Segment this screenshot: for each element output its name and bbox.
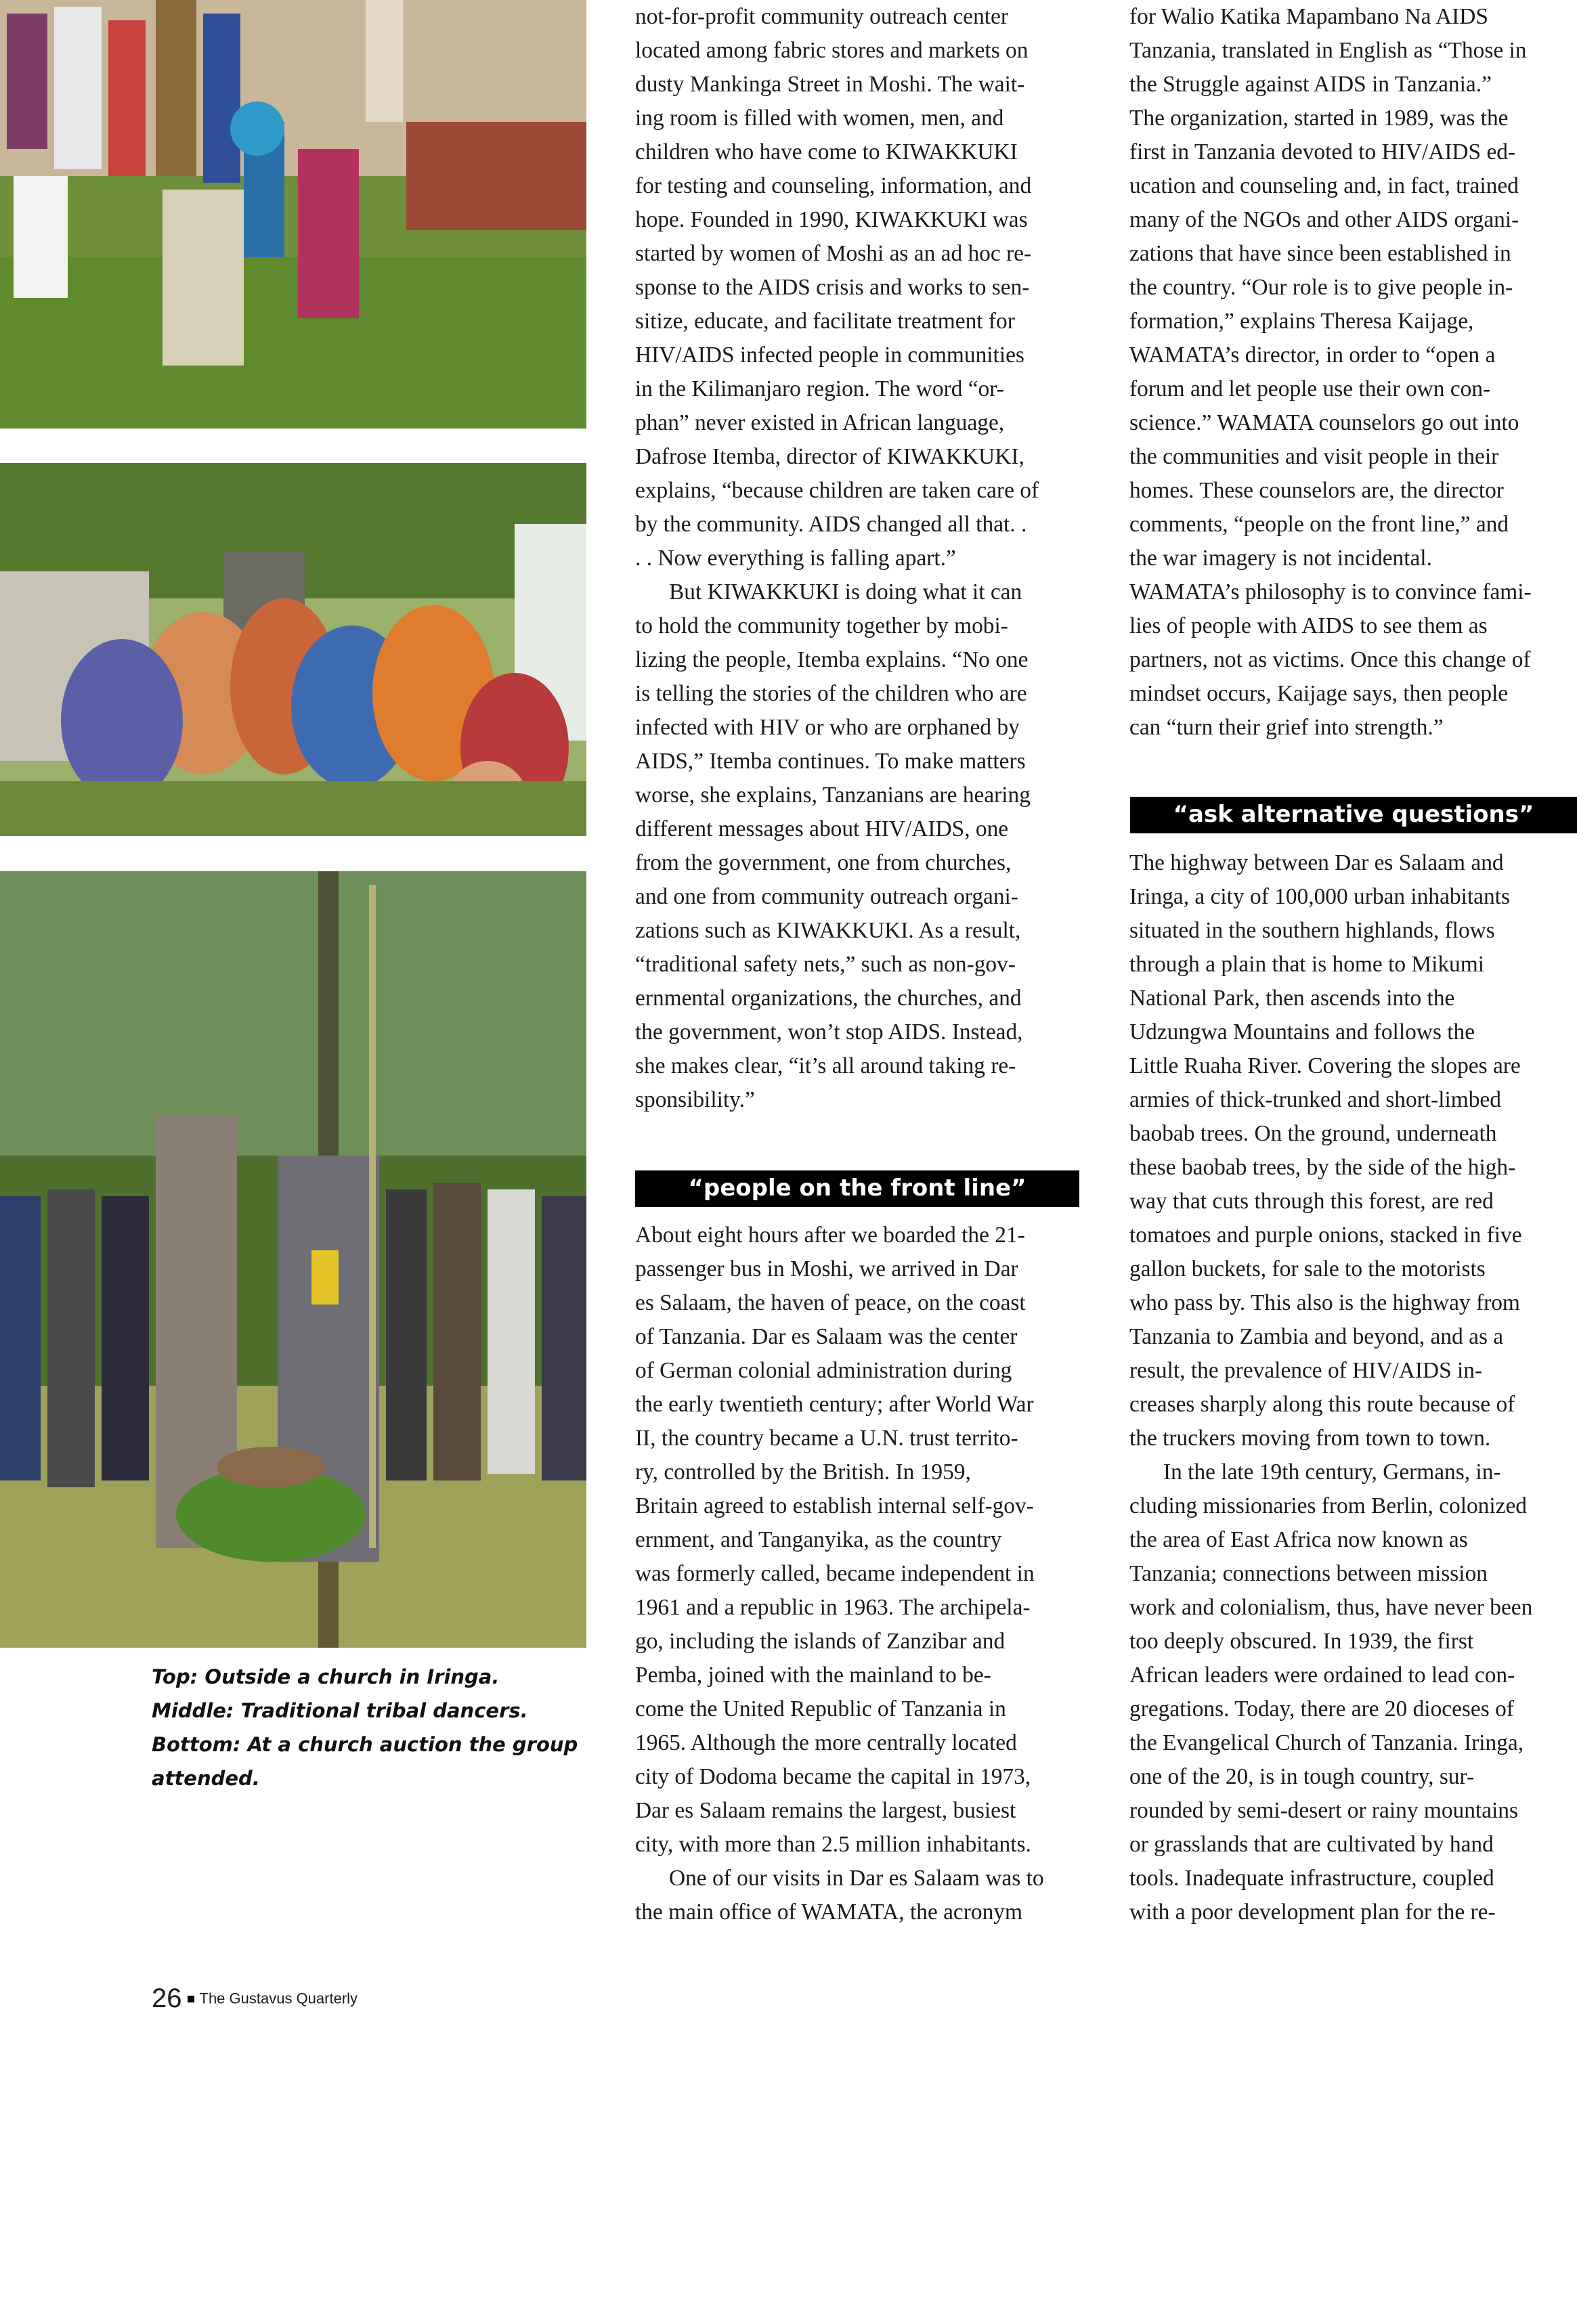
caption-line: attended. (152, 1767, 260, 1790)
text-line: to hold the community together by mobi- (635, 613, 1008, 638)
photo-caption (152, 1660, 578, 1795)
paragraph (635, 575, 1082, 1117)
text-line: is telling the stories of the children who are (635, 681, 1027, 706)
text-line: of German colonial administration during (635, 1358, 1012, 1383)
article-column-middle-lower (635, 1219, 1082, 1929)
text-line: One of our visits in Dar es Salaam was to (669, 1866, 1044, 1891)
publication-name: The Gustavus Quarterly (199, 1990, 358, 2007)
text-line: different messages about HIV/AIDS, one (635, 816, 1009, 841)
text-line: in the Kilimanjaro region. The word “or- (635, 376, 1004, 401)
text-line: II, the country became a U.N. trust territo- (635, 1426, 1018, 1451)
text-line: many of the NGOs and other AIDS organi- (1129, 207, 1519, 232)
text-line: was formerly called, became independent in (635, 1561, 1035, 1586)
article-column-right (1129, 0, 1577, 745)
text-line: zations that have since been established in (1129, 241, 1511, 266)
text-line: formation,” explains Theresa Kaijage, (1129, 309, 1474, 334)
photo-church-auction (0, 871, 586, 1648)
text-line: passenger bus in Moshi, we arrived in Dar (635, 1256, 1018, 1281)
text-line: lies of people with AIDS to see them as (1129, 613, 1488, 638)
text-line: The highway between Dar es Salaam and (1129, 850, 1504, 875)
text-line: the Struggle against AIDS in Tanzania.” (1129, 72, 1492, 97)
page-number: 26 (152, 1983, 182, 2013)
caption-line: Bottom: At a church auction the group (152, 1733, 578, 1756)
text-line: Udzungwa Mountains and follows the (1129, 1020, 1475, 1045)
text-line: too deeply obscured. In 1939, the first (1129, 1629, 1474, 1654)
text-line: Britain agreed to establish internal self-gov- (635, 1493, 1034, 1518)
text-line: city, with more than 2.5 million inhabitants. (635, 1832, 1031, 1857)
text-line: result, the prevalence of HIV/AIDS in- (1129, 1358, 1483, 1383)
text-line: or grasslands that are cultivated by hand (1129, 1832, 1494, 1857)
text-line: situated in the southern highlands, flows (1129, 918, 1495, 943)
text-line: Tanzania to Zambia and beyond, and as a (1129, 1324, 1504, 1349)
text-line: Little Ruaha River. Covering the slopes are (1129, 1053, 1521, 1078)
text-line: tools. Inadequate infrastructure, coupled (1129, 1866, 1494, 1891)
text-line: mindset occurs, Kaijage says, then people (1129, 681, 1509, 706)
text-line: city of Dodoma became the capital in 1973, (635, 1764, 1031, 1789)
text-line: But KIWAKKUKI is doing what it can (669, 579, 1022, 605)
text-line: science.” WAMATA counselors go out into (1129, 410, 1519, 435)
text-line: “traditional safety nets,” such as non-gov- (635, 952, 1016, 977)
text-line: phan” never existed in African language, (635, 410, 1005, 435)
caption-line: Top: Outside a church in Iringa. (152, 1665, 500, 1688)
text-line: baobab trees. On the ground, underneath (1129, 1121, 1497, 1146)
text-line: located among fabric stores and markets on (635, 38, 1029, 63)
text-line: HIV/AIDS infected people in communities (635, 343, 1024, 368)
article-column-middle (635, 0, 1082, 2324)
text-line: the main office of WAMATA, the acronym (635, 1900, 1022, 1925)
text-line: tomatoes and purple onions, stacked in five (1129, 1223, 1522, 1248)
text-line: who pass by. This also is the highway from (1129, 1290, 1520, 1315)
text-line: comments, “people on the front line,” and (1129, 512, 1509, 537)
paragraph (635, 1862, 1082, 1929)
section-heading-front-line: “people on the front line” (635, 1170, 1079, 1207)
text-line: the Evangelical Church of Tanzania. Iringa, (1129, 1730, 1524, 1755)
text-line: started by women of Moshi as an ad hoc re- (635, 241, 1032, 266)
text-line: the area of East Africa now known as (1129, 1527, 1468, 1552)
text-line: ernment, and Tanganyika, as the country (635, 1527, 1002, 1552)
text-line: for Walio Katika Mapambano Na AIDS (1129, 4, 1488, 29)
text-line: zations such as KIWAKKUKI. As a result, (635, 918, 1021, 943)
text-line: WAMATA’s philosophy is to convince fami- (1129, 579, 1532, 605)
text-line: gregations. Today, there are 20 dioceses of (1129, 1696, 1514, 1722)
text-line: The organization, started in 1989, was the (1129, 106, 1509, 131)
text-line: gallon buckets, for sale to the motorists (1129, 1256, 1486, 1281)
text-line: ucation and counseling and, in fact, trained (1129, 173, 1519, 198)
text-line: lizing the people, Itemba explains. “No one (635, 647, 1029, 672)
paragraph (635, 1219, 1082, 1862)
text-line: one of the 20, is in tough country, sur- (1129, 1764, 1475, 1789)
section-heading-alternative-questions: “ask alternative questions” (1130, 797, 1577, 833)
text-line: African leaders were ordained to lead con- (1129, 1663, 1515, 1688)
text-line: sponse to the AIDS crisis and works to sen- (635, 275, 1030, 300)
text-line: In the late 19th century, Germans, in- (1163, 1460, 1501, 1485)
photo-tribal-dancers (0, 463, 586, 836)
text-line: by the community. AIDS changed all that. . (635, 512, 1027, 537)
text-line: work and colonialism, thus, have never been (1129, 1595, 1533, 1620)
text-line: About eight hours after we boarded the 21- (635, 1223, 1025, 1248)
text-line: she makes clear, “it’s all around taking re- (635, 1053, 1016, 1078)
text-line: can “turn their grief into strength.” (1129, 715, 1444, 740)
text-line: ernmental organizations, the churches, and (635, 986, 1022, 1011)
text-line: hope. Founded in 1990, KIWAKKUKI was (635, 207, 1028, 232)
text-line: forum and let people use their own con- (1129, 376, 1491, 401)
text-line: 1961 and a republic in 1963. The archipela- (635, 1595, 1031, 1620)
text-line: with a poor development plan for the re- (1129, 1900, 1496, 1925)
text-line: explains, “because children are taken care of (635, 478, 1039, 503)
text-line: homes. These counselors are, the director (1129, 478, 1504, 503)
paragraph (1129, 846, 1577, 1455)
text-line: Iringa, a city of 100,000 urban inhabitants (1129, 884, 1510, 909)
text-line: . . Now everything is falling apart.” (635, 546, 956, 571)
text-line: infected with HIV or who are orphaned by (635, 715, 1020, 740)
text-line: the war imagery is not incidental. (1129, 546, 1432, 571)
text-line: Tanzania, translated in English as “Those in (1129, 38, 1527, 63)
text-line: Pemba, joined with the mainland to be- (635, 1663, 991, 1688)
paragraph (1129, 1455, 1577, 1929)
text-line: the early twentieth century; after World War (635, 1392, 1034, 1417)
text-line: ing room is filled with women, men, and (635, 106, 1004, 131)
text-line: ry, controlled by the British. In 1959, (635, 1460, 971, 1485)
text-line: from the government, one from churches, (635, 850, 1012, 875)
article-column-right-lower (1129, 846, 1577, 1929)
text-line: AIDS,” Itemba continues. To make matters (635, 749, 1026, 774)
text-line: of Tanzania. Dar es Salaam was the center (635, 1324, 1018, 1349)
paragraph (635, 0, 1082, 575)
page-footer (152, 1983, 358, 2014)
text-line: children who have come to KIWAKKUKI (635, 139, 1018, 165)
text-line: Dafrose Itemba, director of KIWAKKUKI, (635, 444, 1024, 469)
text-line: 1965. Although the more centrally located (635, 1730, 1017, 1755)
photo-church-iringa (0, 0, 586, 429)
text-line: the truckers moving from town to town. (1129, 1426, 1491, 1451)
text-line: rounded by semi-desert or rainy mountains (1129, 1798, 1518, 1823)
text-line: for testing and counseling, information, and (635, 173, 1032, 198)
text-line: the country. “Our role is to give people in- (1129, 275, 1513, 300)
text-line: armies of thick-trunked and short-limbed (1129, 1087, 1501, 1112)
text-line: go, including the islands of Zanzibar and (635, 1629, 1006, 1654)
text-line: through a plain that is home to Mikumi (1129, 952, 1484, 977)
text-line: the government, won’t stop AIDS. Instead, (635, 1020, 1023, 1045)
text-line: dusty Mankinga Street in Moshi. The wait- (635, 72, 1025, 97)
text-line: and one from community outreach organi- (635, 884, 1018, 909)
text-line: WAMATA’s director, in order to “open a (1129, 343, 1496, 368)
text-line: Tanzania; connections between mission (1129, 1561, 1488, 1586)
text-line: these baobab trees, by the side of the high- (1129, 1155, 1516, 1180)
text-line: the communities and visit people in their (1129, 444, 1499, 469)
text-line: partners, not as victims. Once this change of (1129, 647, 1531, 672)
separator-square-icon (188, 1996, 194, 2002)
text-line: creases sharply along this route because of (1129, 1392, 1515, 1417)
text-line: National Park, then ascends into the (1129, 986, 1455, 1011)
text-line: first in Tanzania devoted to HIV/AIDS ed- (1129, 139, 1516, 165)
paragraph (1129, 0, 1577, 745)
text-line: way that cuts through this forest, are red (1129, 1189, 1494, 1214)
text-line: come the United Republic of Tanzania in (635, 1696, 1006, 1722)
text-line: sitize, educate, and facilitate treatment for (635, 309, 1015, 334)
text-line: not-for-profit community outreach center (635, 4, 1008, 29)
text-line: Dar es Salaam remains the largest, busiest (635, 1798, 1016, 1823)
text-line: es Salaam, the haven of peace, on the coast (635, 1290, 1026, 1315)
text-line: sponsibility.” (635, 1087, 755, 1112)
text-line: cluding missionaries from Berlin, colonized (1129, 1493, 1527, 1518)
caption-line: Middle: Traditional tribal dancers. (152, 1699, 528, 1722)
text-line: worse, she explains, Tanzanians are hearing (635, 783, 1031, 808)
